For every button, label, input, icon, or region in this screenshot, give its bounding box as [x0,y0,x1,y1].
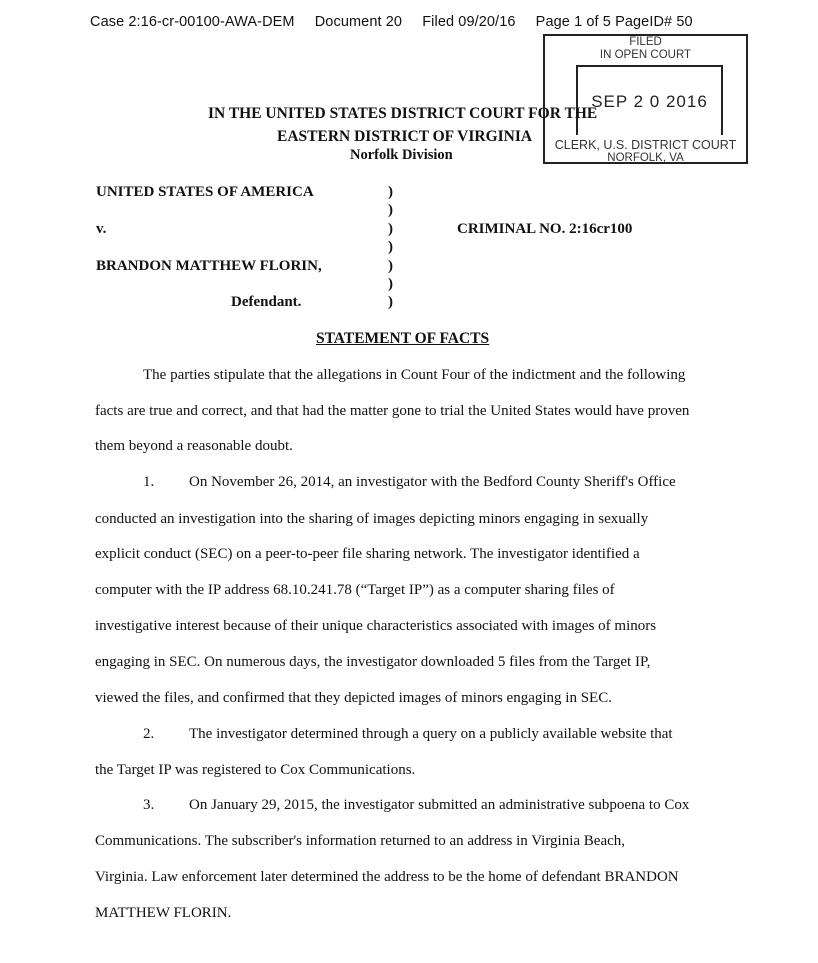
filed-date: Filed 09/20/16 [422,14,516,30]
caption-paren: ) [388,184,393,200]
intro-line: them beyond a reasonable doubt. [95,438,293,454]
intro-line: The parties stipulate that the allegations in Count Four of the indictment and the following [143,367,686,383]
document-number: Document 20 [314,14,403,30]
filing-header [90,14,709,30]
paragraph-line: Virginia. Law enforcement later determined the address to be the home of defendant BRANDON [95,869,679,885]
document-title: STATEMENT OF FACTS [316,330,490,347]
paragraph-line: conducted an investigation into the sharing of images depicting minors engaging in sexually [95,511,649,527]
caption-defendant: BRANDON MATTHEW FLORIN, [96,258,322,274]
court-name: IN THE UNITED STATES DISTRICT COURT FOR THE [208,105,598,122]
paragraph-number: 1. [143,474,155,490]
stamp-filed: FILED [629,36,662,48]
stamp-city: NORFOLK, VA [607,152,684,164]
paragraph-line: explicit conduct (SEC) on a peer-to-peer file sharing network. The investigator identified a [95,546,640,562]
paragraph-line: On November 26, 2014, an investigator with the Bedford County Sheriff's Office [189,474,676,490]
paragraph-line: MATTHEW FLORIN. [95,905,232,921]
paragraph-number: 2. [143,726,155,742]
case-number: Case 2:16-cr-00100-AWA-DEM [90,14,295,30]
stamp-clerk: CLERK, U.S. DISTRICT COURT [554,138,737,152]
caption-role: Defendant. [231,294,302,310]
filed-stamp [543,34,748,164]
stamp-date-box [576,65,723,135]
caption-paren: ) [388,221,393,237]
paragraph-line: The investigator determined through a query on a publicly available website that [189,726,673,742]
caption-paren: ) [388,276,393,292]
paragraph-line: investigative interest because of their unique characteristics associated with images of minors [95,618,657,634]
caption-paren: ) [388,202,393,218]
court-division: Norfolk Division [350,147,453,163]
page-id: Page 1 of 5 PageID# 50 [535,14,693,30]
paragraph-line: On January 29, 2015, the investigator submitted an administrative subpoena to Cox [189,797,690,813]
court-district: EASTERN DISTRICT OF VIRGINIA [277,128,533,145]
criminal-number: CRIMINAL NO. 2:16cr100 [457,221,633,237]
paragraph-number: 3. [143,797,155,813]
caption-versus: v. [96,221,107,237]
intro-line: facts are true and correct, and that had the matter gone to trial the United States would have proven [95,403,690,419]
caption-paren: ) [388,294,393,310]
caption-paren: ) [388,258,393,274]
paragraph-line: computer with the IP address 68.10.241.78 (“Target IP”) as a computer sharing files of [95,582,615,598]
paragraph-line: viewed the files, and confirmed that they depicted images of minors engaging in SEC. [95,690,612,706]
stamp-date: SEP 2 0 2016 [591,92,708,111]
paragraph-line: engaging in SEC. On numerous days, the investigator downloaded 5 files from the Target IP, [95,654,651,670]
paragraph-line: Communications. The subscriber's information returned to an address in Virginia Beach, [95,833,626,849]
caption-plaintiff: UNITED STATES OF AMERICA [96,184,314,200]
caption-paren: ) [388,239,393,255]
paragraph-line: the Target IP was registered to Cox Communications. [95,762,416,778]
stamp-open-court: IN OPEN COURT [599,49,692,61]
